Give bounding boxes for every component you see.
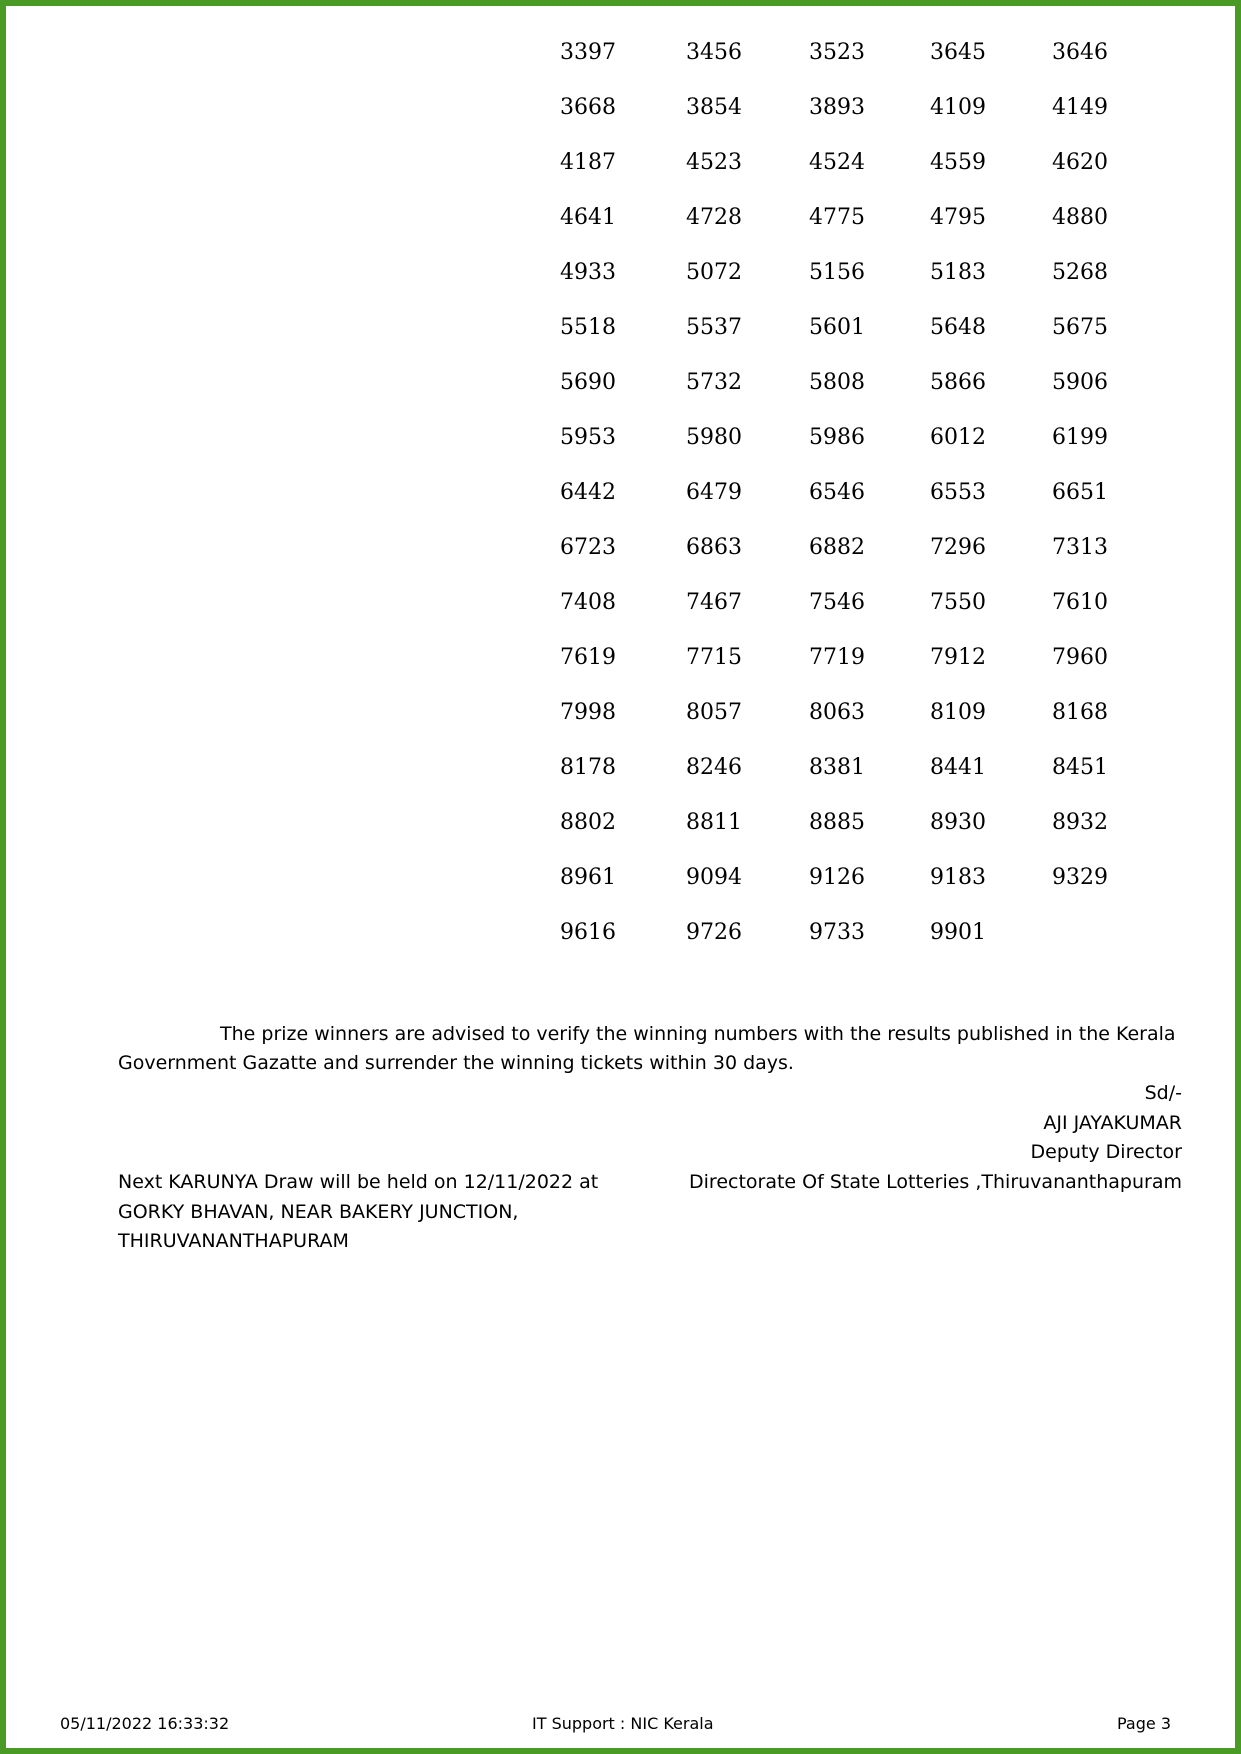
number-row xyxy=(540,480,1132,535)
winning-number: 3854 xyxy=(686,95,742,120)
winning-number: 4559 xyxy=(930,150,986,175)
winning-number: 6553 xyxy=(930,480,986,505)
signature-block xyxy=(689,1079,1182,1197)
number-row xyxy=(540,205,1132,260)
winning-number: 5072 xyxy=(686,260,742,285)
winning-number: 4728 xyxy=(686,205,742,230)
winning-number: 5808 xyxy=(809,370,865,395)
winning-number: 5648 xyxy=(930,315,986,340)
winning-number: 8802 xyxy=(560,810,616,835)
number-row xyxy=(540,755,1132,810)
winning-number: 3456 xyxy=(686,40,742,65)
winning-number: 8057 xyxy=(686,700,742,725)
footer-page-number: Page 3 xyxy=(1117,1714,1171,1733)
notice-line-2: Government Gazatte and surrender the winning tickets within 30 days. xyxy=(118,1052,794,1074)
winning-number: 6442 xyxy=(560,480,616,505)
winning-number: 8930 xyxy=(930,810,986,835)
winning-number: 4524 xyxy=(809,150,865,175)
winning-number: 5906 xyxy=(1052,370,1108,395)
winning-number: 4775 xyxy=(809,205,865,230)
winning-number: 3646 xyxy=(1052,40,1108,65)
winning-number: 9616 xyxy=(560,920,616,945)
winning-number: 8932 xyxy=(1052,810,1108,835)
next-draw-line-2: GORKY BHAVAN, NEAR BAKERY JUNCTION, xyxy=(118,1200,519,1223)
winning-number: 5690 xyxy=(560,370,616,395)
number-row xyxy=(540,425,1132,480)
winning-number: 7408 xyxy=(560,590,616,615)
winning-number: 7546 xyxy=(809,590,865,615)
winning-number: 4187 xyxy=(560,150,616,175)
winning-number: 8451 xyxy=(1052,755,1108,780)
number-row xyxy=(540,315,1132,370)
winning-number: 5156 xyxy=(809,260,865,285)
winning-number: 3397 xyxy=(560,40,616,65)
winning-number: 8381 xyxy=(809,755,865,780)
winning-number: 8109 xyxy=(930,700,986,725)
winning-number: 9733 xyxy=(809,920,865,945)
winning-number: 5268 xyxy=(1052,260,1108,285)
winning-number: 5986 xyxy=(809,425,865,450)
winning-number: 3645 xyxy=(930,40,986,65)
winning-number: 6479 xyxy=(686,480,742,505)
winning-number: 3523 xyxy=(809,40,865,65)
winning-number: 8168 xyxy=(1052,700,1108,725)
winning-number: 7467 xyxy=(686,590,742,615)
footer-support: IT Support : NIC Kerala xyxy=(532,1714,714,1733)
winning-number: 8961 xyxy=(560,865,616,890)
winning-number: 5518 xyxy=(560,315,616,340)
winning-number: 7550 xyxy=(930,590,986,615)
winning-number: 4880 xyxy=(1052,205,1108,230)
winning-number: 5183 xyxy=(930,260,986,285)
winning-number: 4149 xyxy=(1052,95,1108,120)
winning-number: 7296 xyxy=(930,535,986,560)
signatory-name: AJI JAYAKUMAR xyxy=(1043,1111,1182,1134)
winning-number: 7719 xyxy=(809,645,865,670)
next-draw-line-3: THIRUVANANTHAPURAM xyxy=(118,1230,349,1252)
winning-number: 4523 xyxy=(686,150,742,175)
signatory-office: Directorate Of State Lotteries ,Thiruvananthapuram xyxy=(689,1170,1182,1193)
winning-number: 5980 xyxy=(686,425,742,450)
winning-number: 6882 xyxy=(809,535,865,560)
winning-number: 5953 xyxy=(560,425,616,450)
notice-line-1: The prize winners are advised to verify the winning numbers with the results published in the Kerala xyxy=(220,1023,1176,1045)
winning-number: 7715 xyxy=(686,645,742,670)
number-row xyxy=(540,700,1132,755)
winning-number: 9726 xyxy=(686,920,742,945)
winning-number: 4641 xyxy=(560,205,616,230)
number-row xyxy=(540,95,1132,150)
winning-numbers-table xyxy=(540,40,1132,975)
winning-number xyxy=(1052,920,1132,975)
winning-number: 9094 xyxy=(686,865,742,890)
winning-number: 6546 xyxy=(809,480,865,505)
number-row xyxy=(540,645,1132,700)
next-draw-info xyxy=(118,1168,678,1257)
winning-number: 9901 xyxy=(930,920,986,945)
number-row xyxy=(540,370,1132,425)
winning-number: 7619 xyxy=(560,645,616,670)
winning-number: 8246 xyxy=(686,755,742,780)
winning-number: 7960 xyxy=(1052,645,1108,670)
footer-timestamp: 05/11/2022 16:33:32 xyxy=(60,1714,230,1733)
number-row xyxy=(540,150,1132,205)
winning-number: 6863 xyxy=(686,535,742,560)
prize-notice xyxy=(118,1020,1182,1078)
winning-number: 6723 xyxy=(560,535,616,560)
winning-number: 7313 xyxy=(1052,535,1108,560)
winning-number: 7998 xyxy=(560,700,616,725)
winning-number: 4109 xyxy=(930,95,986,120)
next-draw-line-1: Next KARUNYA Draw will be held on 12/11/2022 at xyxy=(118,1171,599,1193)
winning-number: 4795 xyxy=(930,205,986,230)
winning-number: 3893 xyxy=(809,95,865,120)
winning-number: 5866 xyxy=(930,370,986,395)
winning-number: 5601 xyxy=(809,315,865,340)
winning-number: 6199 xyxy=(1052,425,1108,450)
signatory-designation: Deputy Director xyxy=(1030,1141,1182,1163)
winning-number: 4620 xyxy=(1052,150,1108,175)
winning-number: 6012 xyxy=(930,425,986,450)
number-row xyxy=(540,535,1132,590)
number-row xyxy=(540,590,1132,645)
number-row xyxy=(540,920,1132,975)
number-row xyxy=(540,40,1132,95)
winning-number: 8885 xyxy=(809,810,865,835)
winning-number: 8178 xyxy=(560,755,616,780)
winning-number: 4933 xyxy=(560,260,616,285)
winning-number: 7912 xyxy=(930,645,986,670)
winning-number: 5732 xyxy=(686,370,742,395)
winning-number: 5675 xyxy=(1052,315,1108,340)
winning-number: 3668 xyxy=(560,95,616,120)
winning-number: 9183 xyxy=(930,865,986,890)
number-row xyxy=(540,810,1132,865)
winning-number: 8441 xyxy=(930,755,986,780)
number-row xyxy=(540,865,1132,920)
winning-number: 5537 xyxy=(686,315,742,340)
signature-sd: Sd/- xyxy=(1144,1082,1182,1104)
winning-number: 8063 xyxy=(809,700,865,725)
winning-number: 9126 xyxy=(809,865,865,890)
winning-number: 8811 xyxy=(686,810,742,835)
number-row xyxy=(540,260,1132,315)
winning-number: 6651 xyxy=(1052,480,1108,505)
winning-number: 9329 xyxy=(1052,865,1108,890)
winning-number: 7610 xyxy=(1052,590,1108,615)
